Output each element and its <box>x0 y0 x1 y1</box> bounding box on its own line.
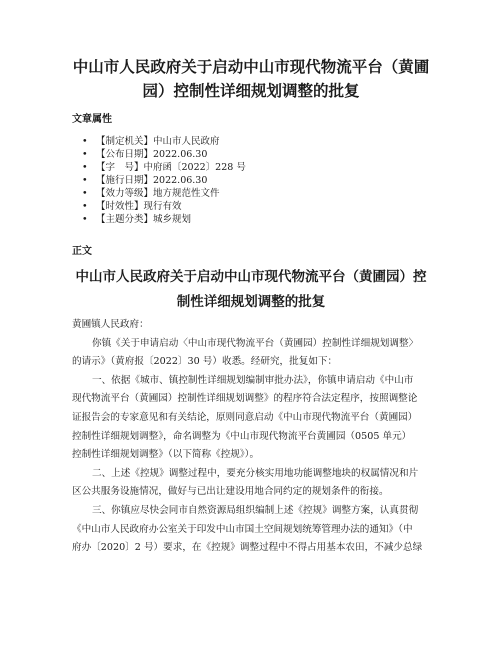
attribute-item: • 【效力等级】地方规范性文件 <box>96 187 246 200</box>
attributes-list <box>96 135 246 226</box>
attribute-item: • 【主题分类】城乡规划 <box>96 213 246 226</box>
paragraph-line: 的请示》（黄府报〔2022〕30 号）收悉。经研究，批复如下： <box>72 356 338 368</box>
attribute-item: • 【时效性】现行有效 <box>96 200 246 213</box>
paragraph-line: 控制性详细规划调整》，命名调整为《中山市现代物流平台黄圃园（0505 单元） <box>72 430 412 442</box>
attribute-item: • 【公布日期】2022.06.30 <box>96 148 246 161</box>
paragraph-line: 现代物流平台（黄圃园）控制性详细规划调整》的程序符合法定程序，按照调整论 <box>72 393 418 405</box>
paragraph-line: 《中山市人民政府办公室关于印发中山市国土空间规划统筹管理办法的通知》（中 <box>72 523 413 535</box>
paragraph-line: 府办〔2020〕2 号）要求，在《控规》调整过程中不得占用基本农田，不减少总绿 <box>72 542 423 554</box>
attribute-item: • 【制定机关】中山市人民政府 <box>96 135 246 148</box>
attributes-heading: 文章属性 <box>72 114 112 125</box>
paragraph-line: 三、你镇应尽快会同市自然资源局组织编制上述《控规》调整方案，认真贯彻 <box>92 504 419 516</box>
addressee-line: 黄圃镇人民政府： <box>72 319 149 330</box>
document-title <box>60 55 442 103</box>
body-heading: 正文 <box>72 246 92 257</box>
attribute-item: • 【字 号】中府函〔2022〕228 号 <box>96 161 246 174</box>
paragraph-line: 一、依据《城市、镇控制性详细规划编制审批办法》，你镇申请启动《中山市 <box>92 374 414 386</box>
body-title-line: 中山市人民政府关于启动中山市现代物流平台（黄圃园）控 <box>75 269 427 285</box>
document-title-line: 中山市人民政府关于启动中山市现代物流平台（黄圃 <box>72 58 430 76</box>
paragraph-line: 区公共服务设施情况，做好与已出让建设用地合同约定的规划条件的衔接。 <box>72 486 389 498</box>
paragraph-line: 你镇《关于申请启动〈中山市现代物流平台（黄圃园）控制性详细规划调整〉 <box>92 337 419 349</box>
attribute-item: • 【施行日期】2022.06.30 <box>96 174 246 187</box>
paragraph-line: 二、上述《控规》调整过程中，要充分核实用地功能调整地块的权属情况和片 <box>92 467 419 479</box>
paragraph-line: 证报告会的专家意见和有关结论，原则同意启动《中山市现代物流平台（黄圃园） <box>72 411 418 423</box>
document-title-line: 园）控制性详细规划调整的批复 <box>142 82 360 100</box>
body-title <box>60 265 442 315</box>
paragraph-line: 控制性详细规划调整》（以下简称《控规》）。 <box>72 449 260 461</box>
body-title-line: 制性详细规划调整的批复 <box>176 294 326 310</box>
body-text <box>72 316 442 558</box>
